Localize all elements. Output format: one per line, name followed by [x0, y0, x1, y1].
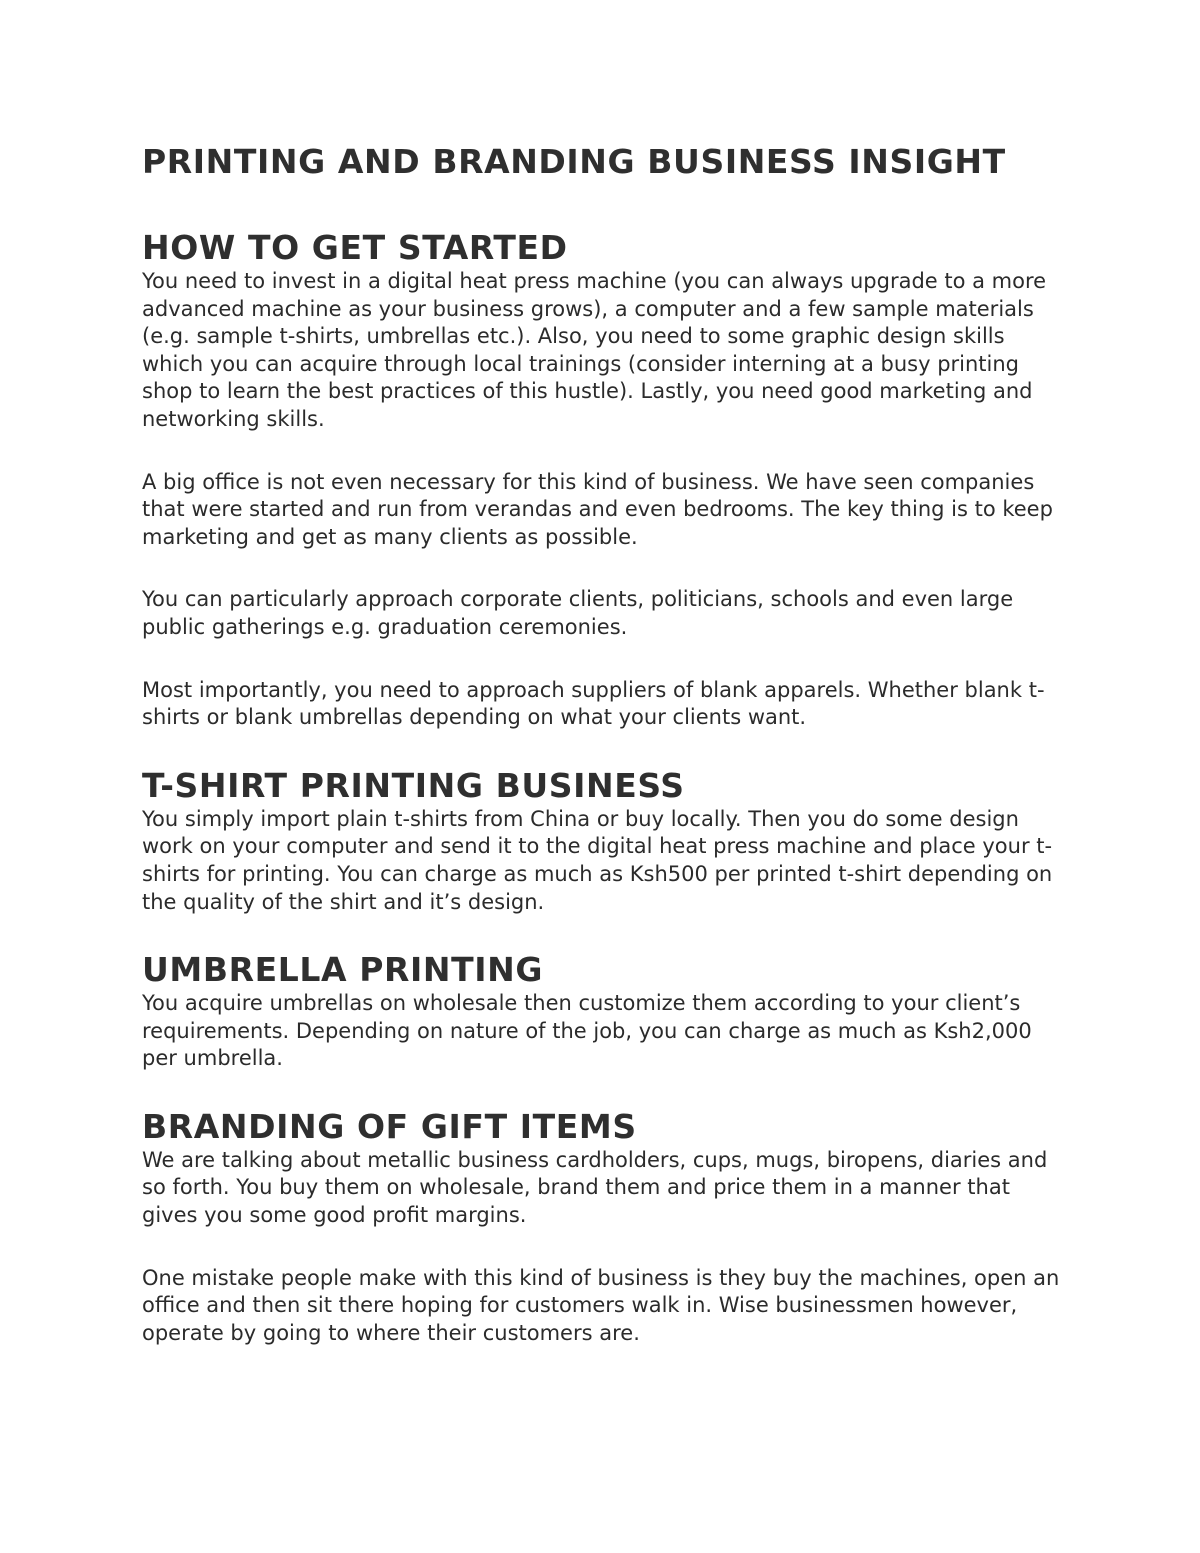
paragraph: You need to invest in a digital heat press machine (you can always upgrade to a more advanced machine as your business grows), a computer and a few sample materials (e.g. sample t-shirts, umbrellas etc.). Also, you need to some graphic design skills which you can acquire through local trainings (consider interning at a busy printing shop to learn the best practices of this hustle). Lastly, you need good marketing and networking skills.: [142, 269, 1047, 431]
document-page: [142, 140, 1072, 1347]
paragraph: You simply import plain t-shirts from China or buy locally. Then you do some design work on your computer and send it to the digital heat press machine and place your t-shirts for printing. You can charge as much as Ksh500 per printed t-shirt depending on the quality of the shirt and it’s design.: [142, 806, 1053, 914]
spacer: [142, 1073, 1072, 1107]
section-heading: BRANDING OF GIFT ITEMS: [142, 1106, 637, 1146]
spacer: [142, 1230, 1072, 1265]
spacer: [142, 551, 1072, 586]
section-branding-gift-items: [142, 1107, 1072, 1348]
section-umbrella-printing: [142, 950, 1072, 1073]
spacer: [142, 184, 1072, 228]
paragraph: One mistake people make with this kind of business is they buy the machines, open an office and then sit there hoping for customers walk in. Wise businessmen however, operate by going to where their customers are.: [142, 1265, 1060, 1345]
section-t-shirt-printing: [142, 766, 1072, 916]
paragraph: A big office is not even necessary for this kind of business. We have seen companies that were started and run from verandas and even bedrooms. The key thing is to keep marketing and get as many clients as possible.: [142, 469, 1053, 549]
section-heading: T-SHIRT PRINTING BUSINESS: [142, 765, 685, 805]
spacer: [142, 434, 1072, 469]
paragraph: You acquire umbrellas on wholesale then customize them according to your client’s requirements. Depending on nature of the job, you can charge as much as Ksh2,000 per umbrella.: [142, 991, 1032, 1071]
section-how-to-get-started: [142, 228, 1072, 732]
spacer: [142, 642, 1072, 677]
paragraph: We are talking about metallic business cardholders, cups, mugs, biropens, diaries and so forth. You buy them on wholesale, brand them and price them in a manner that gives you some good profit margins.: [142, 1147, 1048, 1228]
section-heading: HOW TO GET STARTED: [142, 228, 568, 267]
section-heading: UMBRELLA PRINTING: [142, 950, 544, 990]
paragraph: Most importantly, you need to approach suppliers of blank apparels. Whether blank t-shirts or blank umbrellas depending on what your clients want.: [142, 677, 1045, 730]
spacer: [142, 732, 1072, 766]
spacer: [142, 916, 1072, 950]
document-title: PRINTING AND BRANDING BUSINESS INSIGHT: [142, 142, 1006, 181]
paragraph: You can particularly approach corporate clients, politicians, schools and even large public gatherings e.g. graduation ceremonies.: [142, 587, 1014, 639]
